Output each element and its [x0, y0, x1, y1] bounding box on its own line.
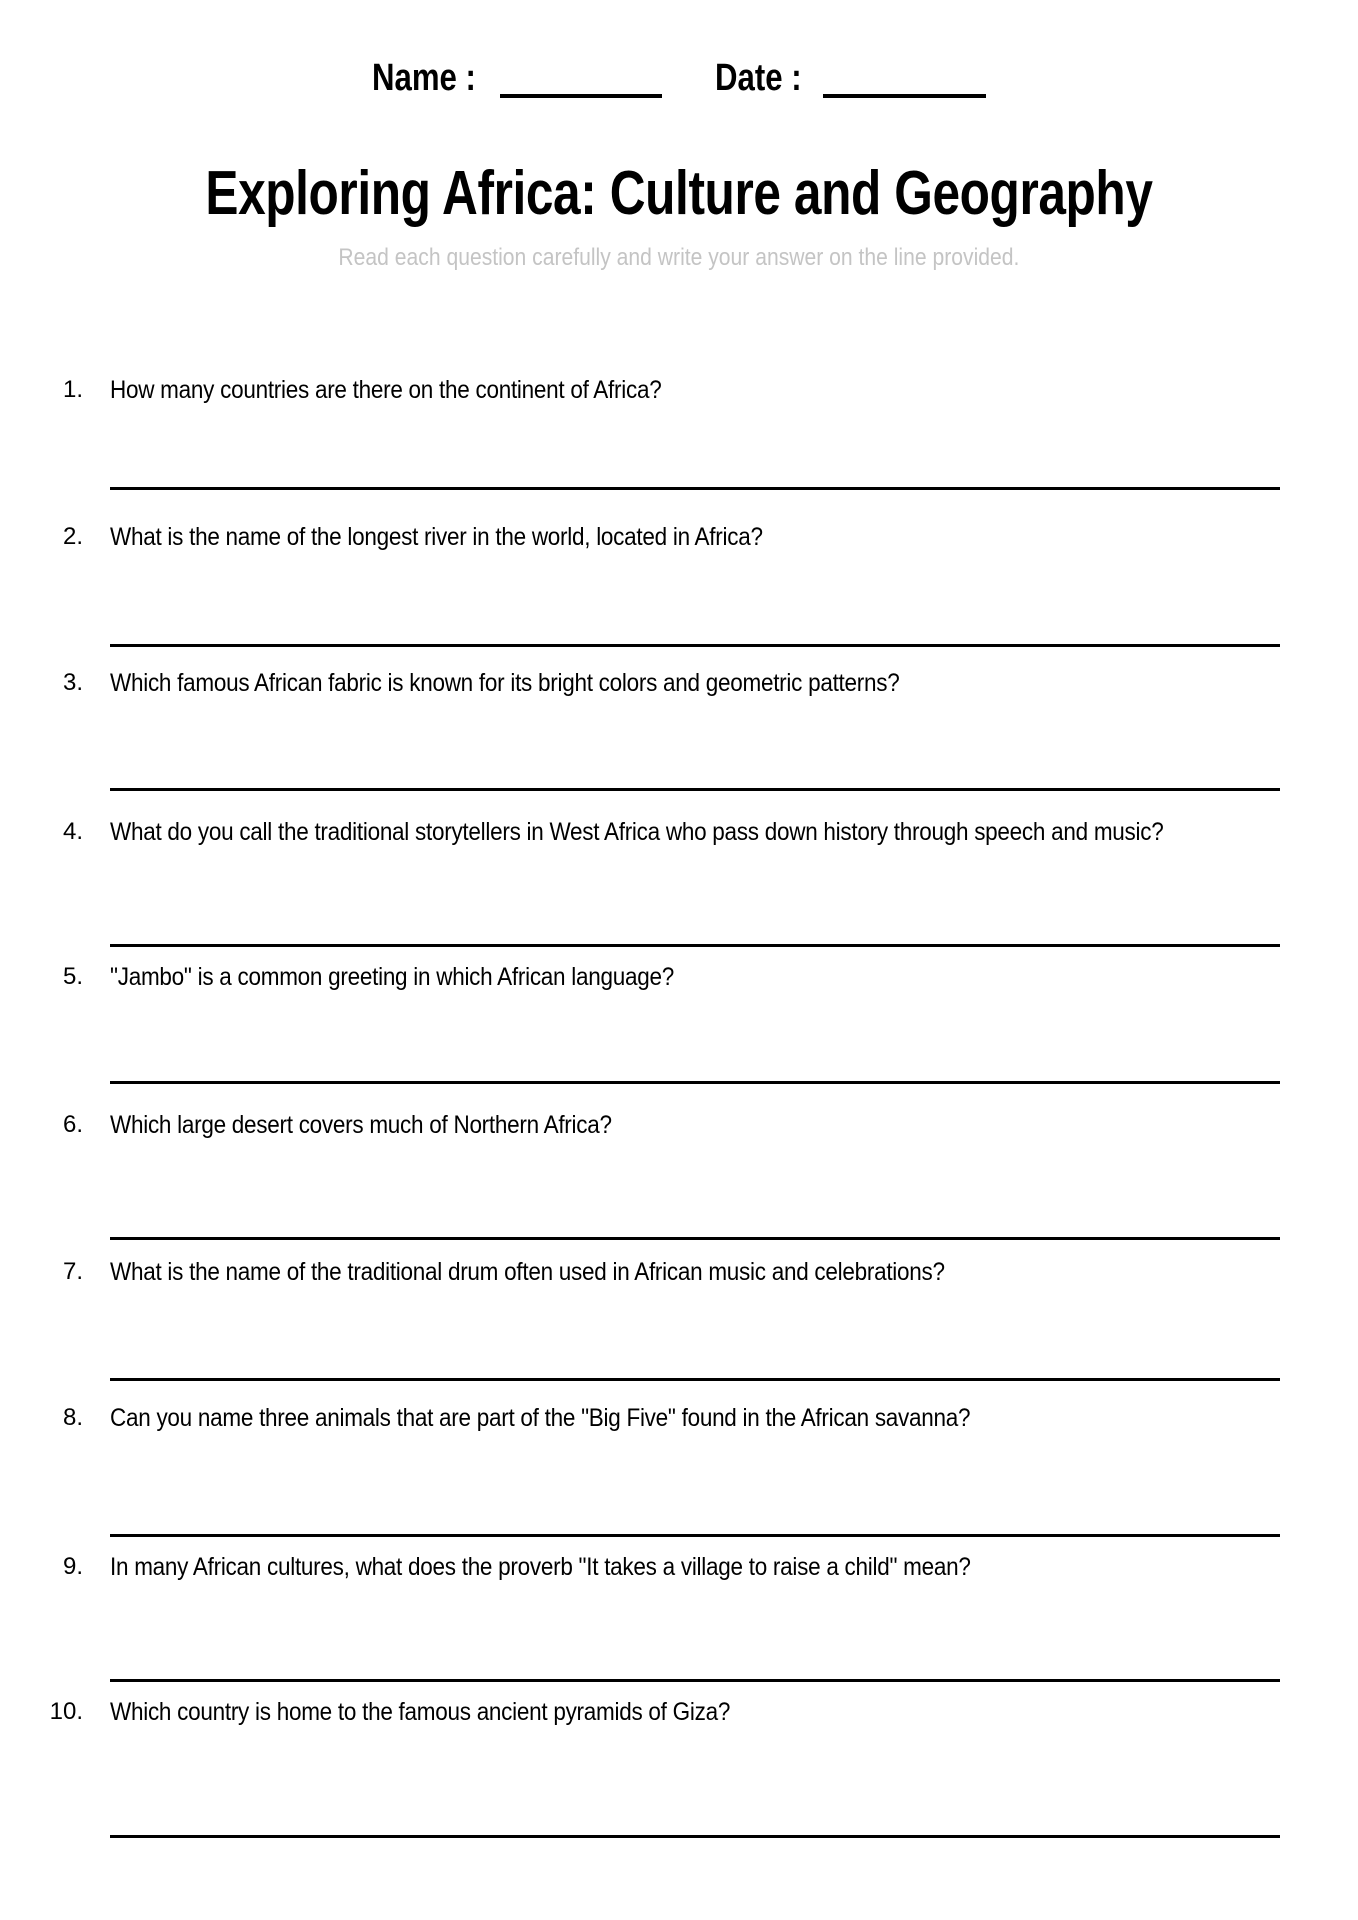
header-row — [0, 56, 1358, 100]
question-9 — [0, 1549, 1358, 1589]
question-number: 8. — [62, 1404, 83, 1431]
question-number: 5. — [62, 963, 83, 990]
question-text: Which famous African fabric is known for its bright colors and geometric patterns? — [110, 669, 900, 697]
answer-line-10[interactable] — [110, 1835, 1280, 1838]
question-text: What is the name of the traditional drum often used in African music and celebrations? — [110, 1258, 945, 1286]
question-3 — [0, 665, 1358, 705]
question-text: Which country is home to the famous ancient pyramids of Giza? — [110, 1698, 731, 1726]
answer-line-5[interactable] — [110, 1081, 1280, 1084]
answer-line-7[interactable] — [110, 1378, 1280, 1381]
question-7 — [0, 1254, 1358, 1294]
instructions — [0, 244, 1358, 272]
answer-line-8[interactable] — [110, 1534, 1280, 1537]
question-4 — [0, 814, 1358, 854]
question-text: "Jambo" is a common greeting in which African language? — [110, 963, 674, 991]
question-6 — [0, 1107, 1358, 1147]
question-number: 10. — [49, 1698, 83, 1725]
instructions-text: Read each question carefully and write your answer on the line provided. — [338, 244, 1020, 271]
question-number: 1. — [62, 376, 83, 403]
page-title-text: Exploring Africa: Culture and Geography — [205, 159, 1153, 228]
question-text: Which large desert covers much of Northern Africa? — [110, 1111, 612, 1139]
question-text: What do you call the traditional storytellers in West Africa who pass down history through speech and music? — [110, 818, 1164, 846]
answer-line-1[interactable] — [110, 487, 1280, 490]
question-1 — [0, 372, 1358, 412]
date-field[interactable] — [823, 94, 986, 98]
question-5 — [0, 959, 1358, 999]
page-title — [0, 160, 1358, 228]
answer-line-6[interactable] — [110, 1237, 1280, 1240]
question-number: 3. — [62, 669, 83, 696]
question-text: In many African cultures, what does the proverb "It takes a village to raise a child" mean? — [110, 1553, 971, 1581]
question-text: What is the name of the longest river in the world, located in Africa? — [110, 523, 763, 551]
question-number: 4. — [62, 818, 83, 845]
question-text: How many countries are there on the continent of Africa? — [110, 376, 662, 404]
question-number: 2. — [62, 523, 83, 550]
answer-line-9[interactable] — [110, 1679, 1280, 1682]
name-field[interactable] — [500, 94, 662, 98]
answer-line-2[interactable] — [110, 644, 1280, 647]
answer-line-4[interactable] — [110, 944, 1280, 947]
question-number: 9. — [62, 1553, 83, 1580]
answer-line-3[interactable] — [110, 788, 1280, 791]
question-2 — [0, 519, 1358, 559]
question-8 — [0, 1400, 1358, 1440]
question-10 — [0, 1694, 1358, 1734]
question-number: 7. — [62, 1258, 83, 1285]
question-text: Can you name three animals that are part of the "Big Five" found in the African savanna? — [110, 1404, 971, 1432]
name-label: Name : — [372, 57, 476, 99]
date-label: Date : — [715, 57, 802, 99]
question-number: 6. — [62, 1111, 83, 1138]
